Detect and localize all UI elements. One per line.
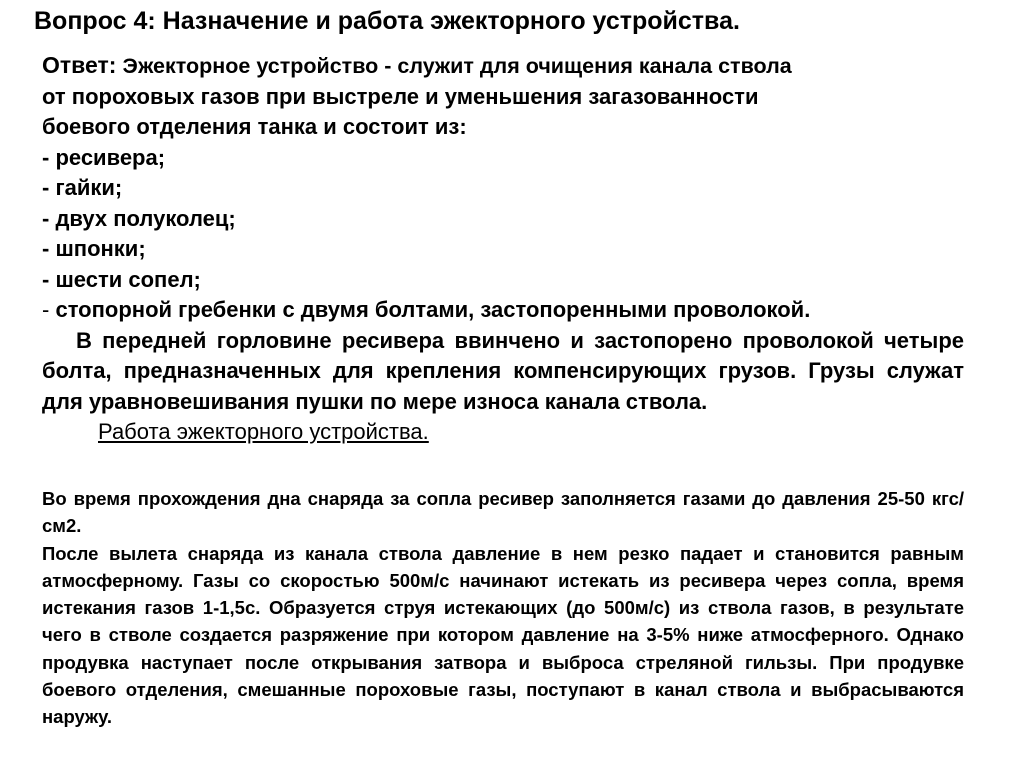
front-neck-paragraph: В передней горловине ресивера ввинчено и застопорено проволокой четыре болта, предназначенных для крепления компенсирующих грузов. Грузы служат для уравновешивания пушки по мере износа канала ствола.	[42, 327, 964, 414]
answer-line-2: от пороховых газов при выстреле и уменьшения загазованности	[42, 83, 759, 109]
work-block	[42, 485, 964, 731]
answer-first-line	[42, 50, 964, 82]
answer-block	[42, 50, 964, 448]
component-item-locking-comb-text: стопорной гребенки с двумя болтами, застопоренными проволокой.	[55, 297, 811, 322]
component-item-dash: -	[42, 297, 50, 322]
work-paragraph-1: Во время прохождения дна снаряда за сопла ресивер заполняется газами до давления 25-50 кгс/см2.	[42, 488, 964, 537]
component-item-half-rings: - двух полуколец;	[42, 205, 236, 231]
component-item-receiver: - ресивера;	[42, 144, 166, 170]
component-item-key: - шпонки;	[42, 236, 146, 261]
component-item-locking-comb	[42, 295, 964, 326]
work-paragraph-2: После вылета снаряда из канала ствола давление в нем резко падает и становится равным атмосферному. Газы со скоростью 500м/с начинают истекать из ресивера через сопла, время истекания газов 1-1,5с. Образуется струя истекающих (до 500м/с) из ствола газов, в результате чего в стволе создается разряжение при котором давление на 3-5% ниже атмосферного. Однако продувка наступает после открывания затвора и выброса стреляной гильзы. При продувке боевого отделения, смешанные пороховые газы, поступают в канал ствола и выбрасываются наружу.	[42, 542, 964, 728]
answer-label: Ответ:	[42, 52, 117, 78]
component-item-nozzles: - шести сопел;	[42, 266, 201, 292]
slide-title: Вопрос 4: Назначение и работа эжекторного устройства.	[34, 7, 740, 35]
answer-line-3: боевого отделения танка и состоит из:	[42, 114, 467, 139]
answer-lead: Эжекторное устройство - служит для очищения канала ствола	[122, 54, 792, 78]
work-heading: Работа эжекторного устройства.	[98, 419, 429, 444]
component-item-nut: - гайки;	[42, 175, 123, 200]
